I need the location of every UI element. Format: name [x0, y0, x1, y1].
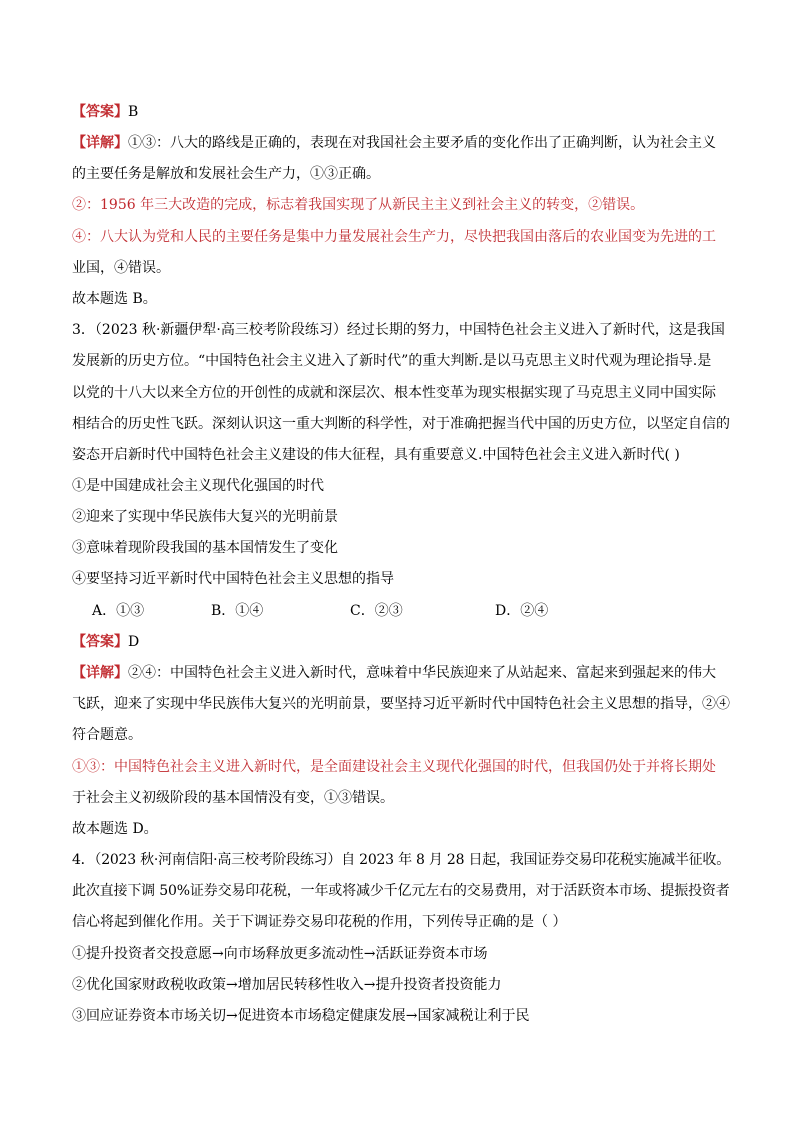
q3-item-1: ①是中国建成社会主义现代化强国的时代: [72, 478, 324, 494]
answer-tag: 【答案】: [72, 634, 128, 650]
q3-stem-line-1: 3．（2023 秋·新疆伊犁·高三校考阶段练习）经过长期的努力，中国特色社会主义进入了新时代，这是我国: [72, 322, 725, 338]
q3-conclusion: 故本题选 D。: [72, 821, 158, 837]
q3-item-4: ④要坚持习近平新时代中国特色社会主义思想的指导: [72, 571, 394, 587]
detail-text: ②④：中国特色社会主义进入新时代，意味着中华民族迎来了从站起来、富起来到强起来的伟大: [128, 665, 716, 681]
q3-item-3: ③意味着现阶段我国的基本国情发生了变化: [72, 540, 338, 556]
q3-detail-line-2: 飞跃，迎来了实现中华民族伟大复兴的光明前景，要坚持习近平新时代中国特色社会主义思想的指导，②④: [72, 696, 730, 712]
detail-text: ①③：八大的路线是正确的，表现在对我国社会主要矛盾的变化作出了正确判断，认为社会主义: [128, 135, 716, 151]
q4-item-1: ①提升投资者交投意愿→向市场释放更多流动性→活跃证券资本市场: [72, 946, 488, 962]
q3-detail-line-3: 符合题意。: [72, 727, 142, 743]
q4-stem-line-2: 此次直接下调 50%证券交易印花税，一年或将减少千亿元左右的交易费用，对于活跃资本市场、提振投资者: [72, 883, 730, 899]
q3-stem-line-5: 姿态开启新时代中国特色社会主义建设的伟大征程，具有重要意义.中国特色社会主义进入新时代( ): [72, 447, 680, 463]
q2-conclusion: 故本题选 B。: [72, 291, 157, 307]
detail-tag: 【详解】: [72, 135, 128, 151]
answer-value: D: [128, 634, 140, 650]
q4-item-3: ③回应证券资本市场关切→促进资本市场稳定健康发展→国家减税让利于民: [72, 1008, 530, 1024]
q3-options: [92, 601, 548, 621]
option-d: D．②④: [495, 603, 549, 619]
q3-detail-line-4: ①③：中国特色社会主义进入新时代，是全面建设社会主义现代化强国的时代，但我国仍处于并将长期处: [72, 759, 716, 775]
answer-tag: 【答案】: [72, 104, 128, 120]
q2-detail-line-2: 的主要任务是解放和发展社会生产力，①③正确。: [72, 166, 380, 182]
q2-detail-line-5: 业国，④错误。: [72, 260, 170, 276]
q4-item-2: ②优化国家财政税收政策→增加居民转移性收入→提升投资者投资能力: [72, 977, 502, 993]
q3-detail-line-1: [72, 663, 716, 683]
q2-detail-line-4: ④：八大认为党和人民的主要任务是集中力量发展社会生产力，尽快把我国由落后的农业国变为先进的工: [72, 229, 716, 245]
q3-stem-line-2: 发展新的历史方位。“中国特色社会主义进入了新时代”的重大判断.是以马克思主义时代观为理论指导.是: [72, 353, 712, 369]
q3-item-2: ②迎来了实现中华民族伟大复兴的光明前景: [72, 509, 338, 525]
q3-stem-line-4: 相结合的历史性飞跃。深刻认识这一重大判断的科学性，对于准确把握当代中国的历史方位，以坚定自信的: [72, 416, 730, 432]
option-b: B．①④: [211, 603, 264, 619]
q2-detail-line-3: ②：1956 年三大改造的完成，标志着我国实现了从新民主主义到社会主义的转变，②错误。: [72, 197, 645, 213]
option-c: C．②③: [350, 603, 403, 619]
answer-value: B: [128, 104, 139, 120]
q4-stem-line-3: 信心将起到催化作用。关于下调证券交易印花税的作用，下列传导正确的是（ ）: [72, 914, 567, 930]
detail-tag: 【详解】: [72, 665, 128, 681]
option-a: A．①③: [92, 603, 145, 619]
q4-stem-line-1: 4．（2023 秋·河南信阳·高三校考阶段练习）自 2023 年 8 月 28 日起，我国证券交易印花税实施减半征收。: [72, 852, 730, 868]
q3-stem-line-3: 以党的十八大以来全方位的开创性的成就和深层次、根本性变革为现实根据实现了马克思主义同中国实际: [72, 385, 716, 401]
q2-detail-line-1: [72, 133, 716, 153]
q2-answer-line: [72, 102, 138, 122]
q3-detail-line-5: 于社会主义初级阶段的基本国情没有变，①③错误。: [72, 790, 394, 806]
q3-answer-line: [72, 632, 139, 652]
